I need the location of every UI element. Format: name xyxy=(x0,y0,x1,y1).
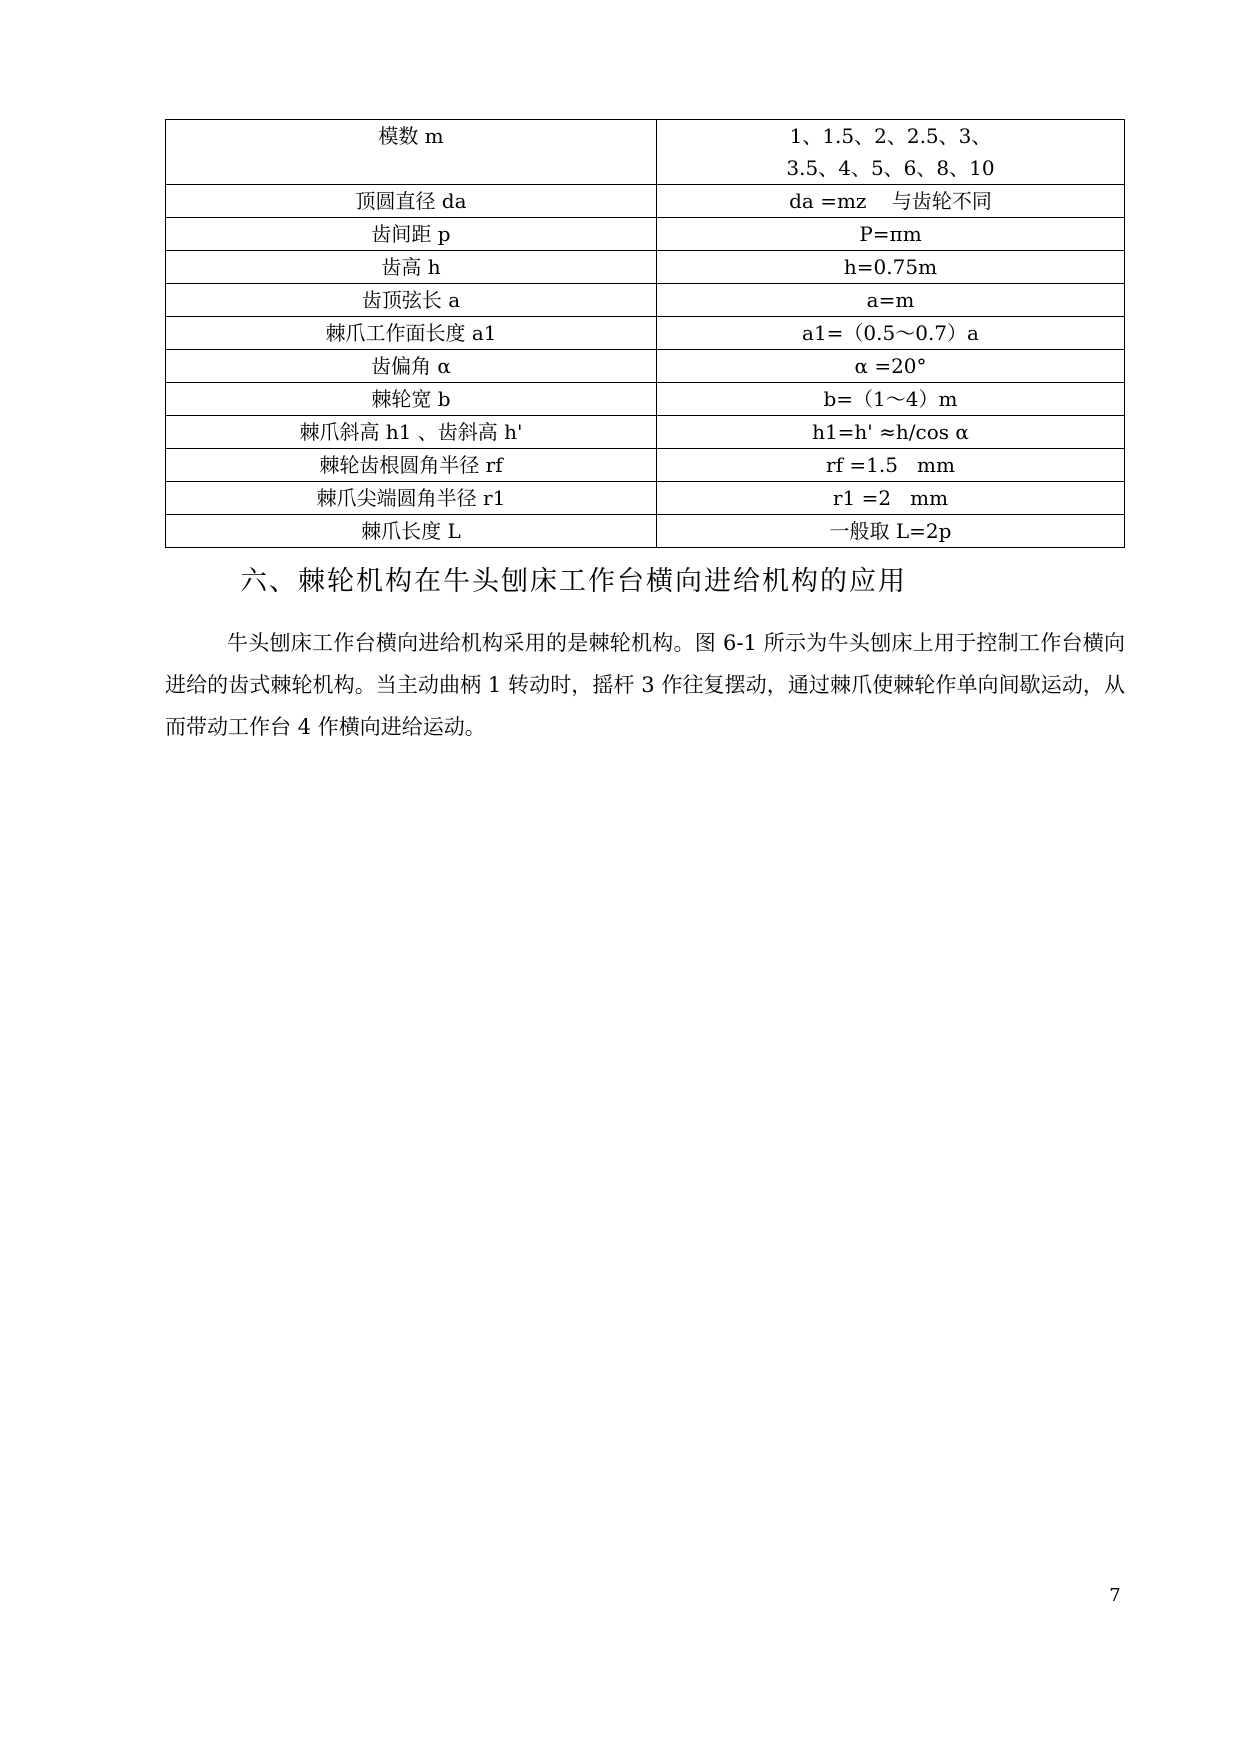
param-name: 棘爪尖端圆角半径 r1 xyxy=(166,482,657,515)
param-value: da =mz 与齿轮不同 xyxy=(657,185,1125,218)
table-row xyxy=(166,120,1125,185)
param-value: rf =1.5 mm xyxy=(657,449,1125,482)
section-heading: 六、棘轮机构在牛头刨床工作台横向进给机构的应用 xyxy=(240,566,907,597)
param-name: 齿间距 p xyxy=(166,218,657,251)
table-row xyxy=(166,185,1125,218)
table-row xyxy=(166,251,1125,284)
param-name: 棘爪工作面长度 a1 xyxy=(166,317,657,350)
param-name: 齿偏角 α xyxy=(166,350,657,383)
param-value: r1 =2 mm xyxy=(657,482,1125,515)
table-row xyxy=(166,482,1125,515)
body-paragraph: 牛头刨床工作台横向进给机构采用的是棘轮机构。图 6-1 所示为牛头刨床上用于控制工作台横向进给的齿式棘轮机构。当主动曲柄 1 转动时，摇杆 3 作往复摆动，通过棘爪使棘轮作单向间歇运动，从而带动工作台 4 作横向进给运动。 xyxy=(165,631,1125,739)
table-row xyxy=(166,449,1125,482)
param-value: α =20° xyxy=(657,350,1125,383)
param-name: 模数 m xyxy=(166,120,657,185)
param-value: a=m xyxy=(657,284,1125,317)
param-value: h=0.75m xyxy=(657,251,1125,284)
param-name: 顶圆直径 da xyxy=(166,185,657,218)
table-row xyxy=(166,317,1125,350)
param-name: 棘爪长度 L xyxy=(166,515,657,548)
param-name: 齿高 h xyxy=(166,251,657,284)
table-row xyxy=(166,383,1125,416)
param-value: b=（1～4）m xyxy=(657,383,1125,416)
param-name: 棘爪斜高 h1 、齿斜高 h' xyxy=(166,416,657,449)
param-name: 棘轮齿根圆角半径 rf xyxy=(166,449,657,482)
table-row xyxy=(166,218,1125,251)
param-value: 一般取 L=2p xyxy=(657,515,1125,548)
table-row xyxy=(166,416,1125,449)
param-name: 齿顶弦长 a xyxy=(166,284,657,317)
param-value: h1=h' ≈h/cos α xyxy=(657,416,1125,449)
param-value: a1=（0.5～0.7）a xyxy=(657,317,1125,350)
parameter-table xyxy=(165,119,1125,548)
param-value: 1、1.5、2、2.5、3、 3.5、4、5、6、8、10 xyxy=(657,120,1125,185)
table-row xyxy=(166,284,1125,317)
table-row xyxy=(166,515,1125,548)
table-row xyxy=(166,350,1125,383)
page-number: 7 xyxy=(1109,1585,1121,1606)
param-value: P=πm xyxy=(657,218,1125,251)
param-name: 棘轮宽 b xyxy=(166,383,657,416)
